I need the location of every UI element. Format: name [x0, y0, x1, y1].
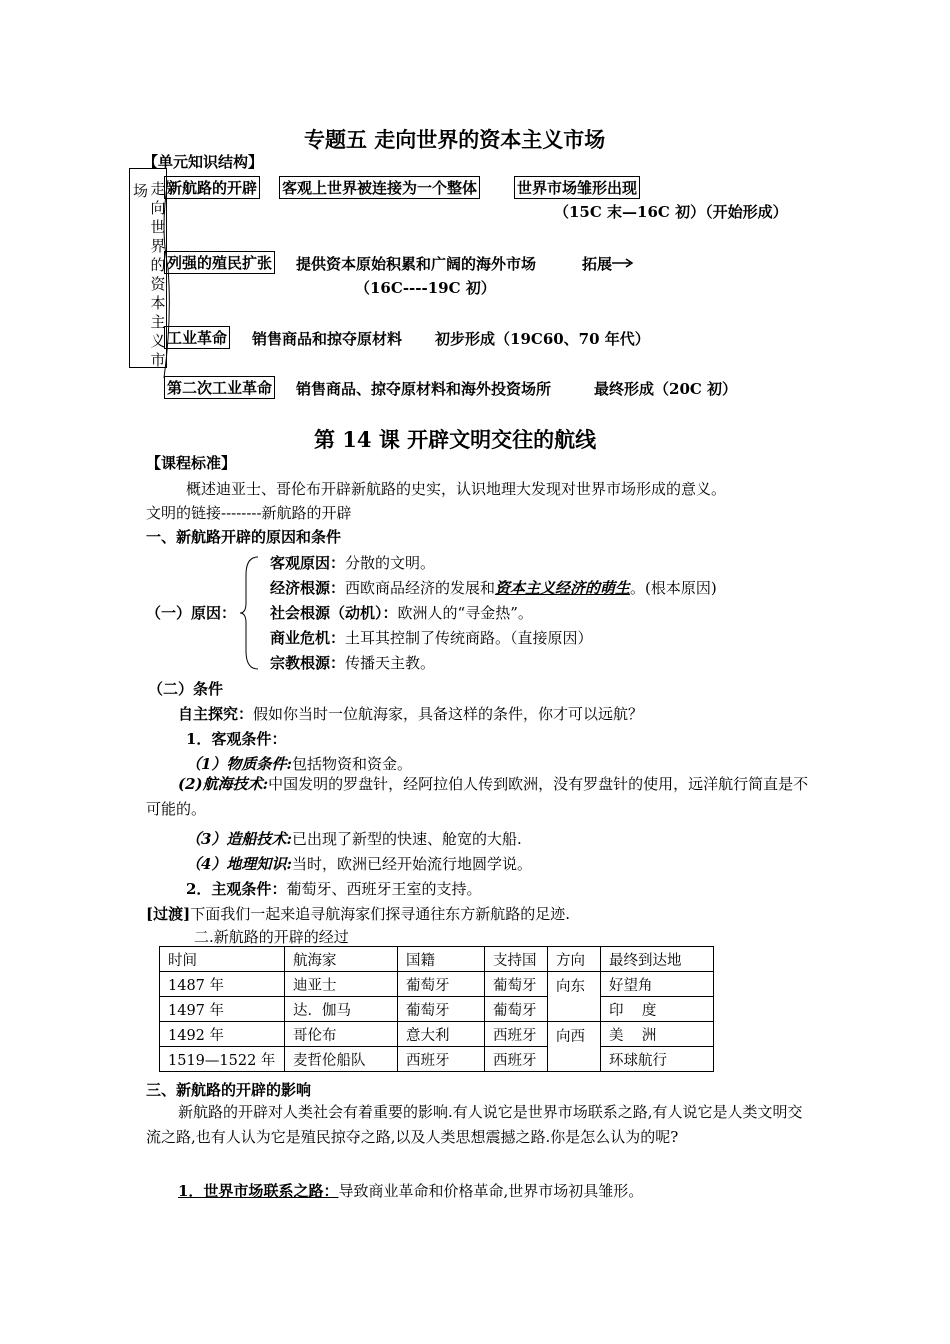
flow-text-4: 销售商品、掠夺原材料和海外投资场所: [296, 380, 552, 398]
impact-text: 导致商业革命和价格革命,世界市场初具雏形。: [338, 1182, 644, 1200]
table-cell: 1497 年: [160, 997, 285, 1022]
table-row: [160, 997, 714, 1022]
table-cell: 向东: [548, 972, 601, 1022]
reason-label: 客观原因：: [270, 554, 346, 572]
table-header: 最终到达地: [601, 947, 714, 972]
reasons-label: （一）原因：: [146, 604, 237, 622]
condition-4: [186, 853, 532, 874]
reason-text: 西欧商品经济的发展和: [345, 579, 496, 597]
table-cell: 葡萄牙: [398, 972, 485, 997]
reason-commercial: [270, 627, 593, 648]
table-cell: 向西: [548, 1022, 601, 1072]
reason-religious: [270, 652, 435, 673]
link-line: 文明的链接--------新航路的开辟: [146, 504, 352, 522]
table-header: 航海家: [285, 947, 398, 972]
table-cell: 葡萄牙: [485, 972, 548, 997]
reason-economic: [270, 577, 717, 598]
table-cell: 美 洲: [601, 1022, 714, 1047]
table-row: [160, 1022, 714, 1047]
reason-label: 商业危机：: [270, 629, 346, 647]
flow-box-industrial: 工业革命: [164, 326, 230, 349]
table-cell: 1519—1522 年: [160, 1047, 285, 1072]
transition-line: [146, 903, 570, 924]
condition-3: [186, 828, 522, 849]
table-cell: 环球航行: [601, 1047, 714, 1072]
table-cell: 西班牙: [485, 1022, 548, 1047]
table-header: 国籍: [398, 947, 485, 972]
reason-label: 社会根源: [270, 604, 331, 622]
vertical-char: 的: [150, 256, 166, 274]
condition-label: （3）造船技术:: [186, 830, 292, 848]
reason-social: [270, 602, 533, 623]
vertical-char: 界: [150, 237, 166, 255]
impact-label: 1．世界市场联系之路：: [178, 1182, 339, 1200]
flow-stage-4: 最终形成（20C 初）: [594, 380, 738, 398]
standard-heading: 【课程标准】: [146, 454, 237, 472]
condition-label: （4）地理知识:: [186, 855, 292, 873]
flow-text-2: 提供资本原始积累和广阔的海外市场: [296, 255, 537, 273]
explore-label: 自主探究：: [178, 705, 254, 723]
arrow-icon: [612, 258, 636, 268]
reason-objective: [270, 552, 435, 573]
table-header-row: [160, 947, 714, 972]
table-cell: 迪亚士: [285, 972, 398, 997]
reason-tail: 。(根本原因): [630, 579, 717, 597]
vertical-char: 资: [150, 275, 166, 293]
reason-text: 土耳其控制了传统商路。（直接原因）: [345, 629, 593, 647]
table-cell: 好望角: [601, 972, 714, 997]
flow-box-colonial: 列强的殖民扩张: [164, 251, 275, 274]
condition-label: (2)航海技术:: [178, 775, 269, 793]
conditions-heading: （二）条件: [148, 680, 224, 698]
table-caption: 二.新航路的开辟的经过: [194, 928, 349, 946]
vertical-char: 市: [150, 351, 166, 369]
flow-text-3: 销售商品和掠夺原材料: [252, 330, 403, 348]
page-title: 专题五 走向世界的资本主义市场: [304, 127, 606, 152]
table-cell: 哥伦布: [285, 1022, 398, 1047]
flow-stage-3: 初步形成（19C60、70 年代）: [435, 330, 650, 348]
vertical-label-first: 场: [133, 182, 149, 200]
condition-label: （1）物质条件:: [186, 755, 292, 773]
table-cell: 麦哲伦船队: [285, 1047, 398, 1072]
subjective-conditions: [186, 878, 481, 899]
table-header: 支持国: [485, 947, 548, 972]
brace-connector: [150, 168, 180, 388]
standard-text: 概述迪亚士、哥伦布开辟新航路的史实，认识地理大发现对世界市场形成的意义。: [186, 480, 727, 498]
reason-text: （动机）：: [330, 604, 398, 622]
vertical-char: 本: [150, 294, 166, 312]
subjective-text: 葡萄牙、西班牙王室的支持。: [286, 880, 482, 898]
flow-note-1: （15C 末—16C 初）（开始形成）: [554, 203, 788, 221]
lesson-title: 第 14 课 开辟文明交往的航线: [314, 427, 597, 452]
table-cell: 印 度: [601, 997, 714, 1022]
vertical-char: 世: [150, 218, 166, 236]
condition-text: 中国发明的罗盘针，经阿拉伯人传到欧洲，没有罗盘针的使用，远洋航行简直是不可能的。: [146, 775, 809, 818]
table-cell: 1492 年: [160, 1022, 285, 1047]
flow-stage-2: 拓展: [582, 255, 613, 273]
vertical-char: 义: [150, 332, 166, 350]
section-3-heading: 三、新航路的开辟的影响: [146, 1081, 312, 1099]
impact-paragraph: 新航路的开辟对人类社会有着重要的影响.有人说它是世界市场联系之路,有人说它是人类文明交流之路,也有人认为它是殖民掠夺之路,以及人类思想震撼之路.你是怎么认为的呢?: [146, 1103, 803, 1146]
explore-text: 假如你当时一位航海家，具备这样的条件，你才可以远航？: [253, 705, 644, 723]
reason-emphasis: 资本主义经济的萌生: [495, 579, 631, 597]
transition-label: [过渡]: [146, 905, 191, 923]
reason-label: 宗教根源：: [270, 654, 346, 672]
vertical-char: 主: [150, 313, 166, 331]
reason-text: 传播天主教。: [345, 654, 436, 672]
condition-text: 包括物资和资金。: [291, 755, 412, 773]
reasons-brace: [238, 555, 260, 671]
reason-text: 分散的文明。: [345, 554, 436, 572]
transition-text: 下面我们一起来追寻航海家们探寻通往东方新航路的足迹.: [190, 905, 570, 923]
unit-heading: 【单元知识结构】: [143, 153, 264, 171]
flow-box-second-industrial: 第二次工业革命: [164, 376, 275, 399]
table-header: 方向: [548, 947, 601, 972]
condition-text: 当时，欧洲已经开始流行地圆学说。: [291, 855, 532, 873]
vertical-char: 走: [150, 180, 166, 198]
table-cell: 1487 年: [160, 972, 285, 997]
impact-1: [178, 1180, 643, 1201]
flow-box-connected: 客观上世界被连接为一个整体: [279, 176, 480, 199]
flow-note-2: （16C----19C 初）: [355, 279, 496, 297]
table-cell: 西班牙: [398, 1047, 485, 1072]
voyages-table: [159, 946, 714, 1072]
reason-label: 经济根源：: [270, 579, 346, 597]
table-cell: 葡萄牙: [398, 997, 485, 1022]
subjective-label: 2．主观条件：: [186, 880, 287, 898]
condition-2: [146, 772, 816, 822]
table-cell: 西班牙: [485, 1047, 548, 1072]
condition-text: 已出现了新型的快速、舱宽的大船.: [291, 830, 522, 848]
table-cell: 葡萄牙: [485, 997, 548, 1022]
flow-box-new-routes: 新航路的开辟: [164, 176, 260, 199]
table-row: [160, 1047, 714, 1072]
flow-box-market-embryo: 世界市场雏形出现: [514, 176, 640, 199]
table-header: 时间: [160, 947, 285, 972]
condition-1: [186, 753, 412, 774]
objective-conditions: 1．客观条件：: [186, 730, 287, 748]
section-1-heading: 一、新航路开辟的原因和条件: [146, 528, 342, 546]
reason-tail: 欧洲人的“寻金热”。: [397, 604, 533, 622]
table-cell: 意大利: [398, 1022, 485, 1047]
table-row: [160, 972, 714, 997]
explore-line: [178, 703, 643, 724]
table-cell: 达．伽马: [285, 997, 398, 1022]
vertical-char: 向: [150, 199, 166, 217]
